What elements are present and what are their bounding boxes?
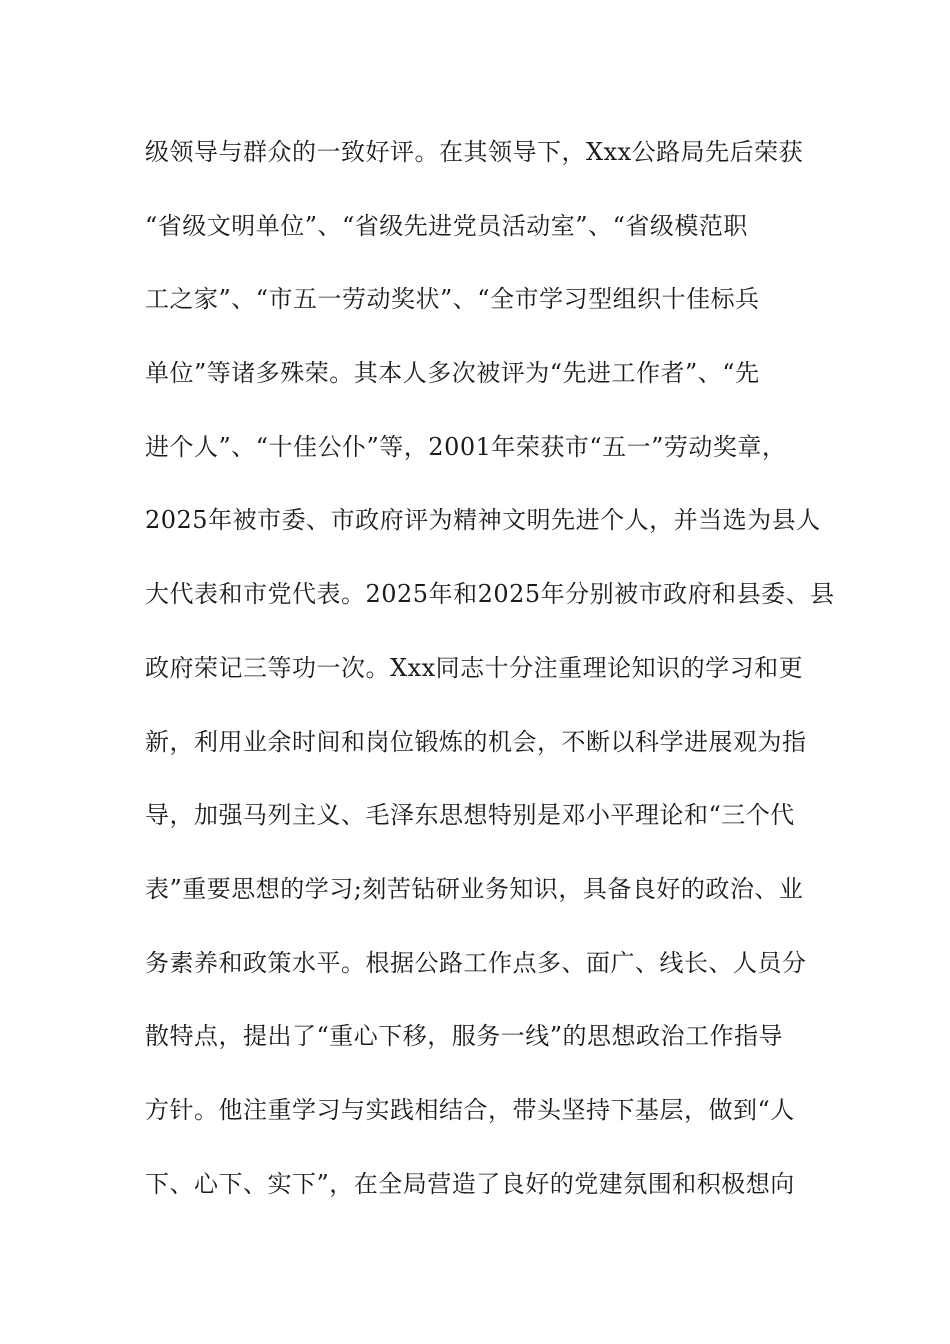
text-line: 导，加强马列主义、毛泽东思想特别是邓小平理论和“三个代: [145, 801, 795, 830]
text-line: 新，利用业余时间和岗位锻炼的机会，不断以科学进展观为指: [145, 727, 807, 756]
text-line: 务素养和政策水平。根据公路工作点多、面广、线长、人员分: [145, 948, 807, 977]
text-line: 方针。他注重学习与实践相结合，带头坚持下基层，做到“人: [145, 1095, 795, 1124]
text-line: 进个人”、“十佳公仆”等，2001年荣获市“五一”劳动奖章，: [145, 432, 787, 461]
text-line: 工之家”、“市五一劳动奖状”、“全市学习型组织十佳标兵: [145, 285, 760, 314]
text-line: “省级文明单位”、“省级先进党员活动室”、“省级模范职: [145, 211, 748, 240]
body-text: [145, 130, 835, 1235]
text-line: 单位”等诸多殊荣。其本人多次被评为“先进工作者”、“先: [145, 359, 760, 388]
text-line: 下、心下、实下”，在全局营造了良好的党建氛围和积极想向: [145, 1169, 795, 1198]
text-line: 级领导与群众的一致好评。在其领导下，Xxx公路局先后荣获: [145, 138, 804, 166]
text-line: 政府荣记三等功一次。Xxx同志十分注重理论知识的学习和更: [145, 653, 804, 682]
text-line: 散特点，提出了“重心下移，服务一线”的思想政治工作指导: [145, 1022, 784, 1051]
text-line: 表”重要思想的学习;刻苦钻研业务知识，具备良好的政治、业: [145, 874, 804, 903]
text-line: 大代表和市党代表。2025年和2025年分别被市政府和县委、县: [145, 580, 835, 609]
text-line: 2025年被市委、市政府评为精神文明先进个人，并当选为县人: [145, 506, 821, 535]
